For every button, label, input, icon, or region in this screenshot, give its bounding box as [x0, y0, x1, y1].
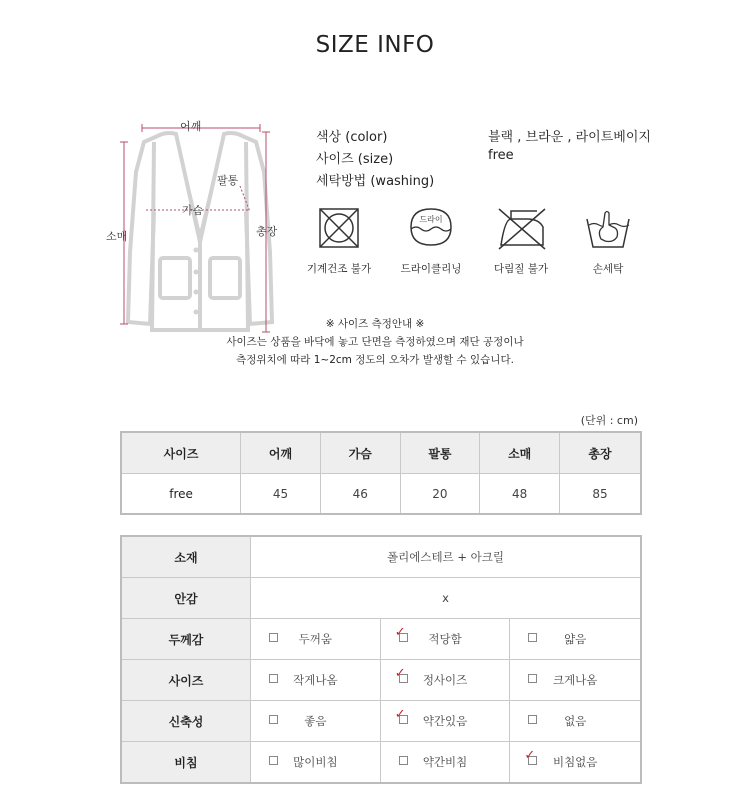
unit-label: (단위 : cm): [580, 414, 638, 427]
header-arm: 팔통: [400, 432, 480, 474]
option-label: 적당함: [428, 632, 462, 646]
care-no-tumble-dry: [299, 205, 379, 276]
option-label: 작게나옴: [293, 673, 338, 687]
checkbox-icon: [528, 674, 537, 683]
material-label: 소재: [121, 536, 251, 578]
option-cell: [251, 619, 380, 659]
checkbox-icon: [269, 715, 278, 724]
attribute-option: [510, 701, 641, 742]
attribute-option: [380, 701, 510, 742]
care-no-iron: [481, 205, 561, 276]
option-cell: [251, 660, 380, 700]
checkbox-icon: [269, 633, 278, 642]
dry-clean-icon: [406, 205, 456, 251]
size-table: [120, 431, 642, 515]
cell-length: 85: [560, 474, 641, 515]
attribute-row-stretch: [121, 701, 641, 742]
option-cell: [510, 742, 640, 782]
hand-wash-icon: [583, 205, 633, 251]
option-label: 비침없음: [552, 755, 598, 769]
attribute-row-fit: [121, 660, 641, 701]
attribute-rows: [121, 619, 641, 784]
size-value: free: [488, 148, 514, 163]
attribute-label: 두께감: [121, 619, 251, 660]
checkbox-icon: [399, 756, 408, 765]
washing-label: 세탁방법 (washing): [316, 174, 435, 189]
option-cell: [251, 701, 380, 741]
material-table: [120, 535, 642, 784]
care-label: 손세탁: [592, 263, 624, 275]
option-cell: [381, 701, 510, 741]
checkmark-icon: ✓: [394, 625, 406, 640]
option-cell: [510, 701, 640, 741]
color-row: [316, 126, 651, 145]
attribute-option: [510, 619, 641, 660]
care-label: 기계건조 불가: [306, 263, 372, 275]
attribute-label: 사이즈: [121, 660, 251, 701]
dry-clean-icon-text: 드라이: [419, 215, 443, 224]
material-row: [121, 536, 641, 578]
attribute-option: [251, 660, 381, 701]
attribute-label: 신축성: [121, 701, 251, 742]
attribute-option: [510, 742, 641, 784]
attribute-row-thickness: [121, 619, 641, 660]
cell-shoulder: 45: [241, 474, 321, 515]
attribute-label: 비침: [121, 742, 251, 784]
header-sleeve: 소매: [480, 432, 560, 474]
checkmark-icon: ✓: [524, 748, 536, 763]
attribute-option: [510, 660, 641, 701]
color-label: 색상 (color): [316, 130, 388, 145]
option-label: 약간있음: [422, 714, 468, 728]
shoulder-label: 어깨: [180, 120, 202, 133]
no-iron-icon: [493, 205, 549, 251]
length-label: 총장: [256, 225, 278, 238]
option-label: 많이비침: [293, 755, 338, 769]
attribute-option: [380, 619, 510, 660]
size-row: [316, 148, 514, 167]
option-label: 두꺼움: [298, 632, 332, 646]
care-dry-clean: [391, 205, 471, 276]
checkbox-icon: [528, 633, 537, 642]
lining-row: [121, 578, 641, 619]
chest-label: 가슴: [182, 204, 204, 217]
checkmark-icon: ✓: [394, 666, 406, 681]
color-value: 블랙 , 브라운 , 라이트베이지: [488, 130, 651, 145]
option-cell: [510, 660, 640, 700]
checkbox-icon: [269, 674, 278, 683]
material-value: 폴리에스테르 + 아크릴: [251, 536, 642, 578]
arm-label: 팔통: [217, 174, 239, 187]
care-label: 다림질 불가: [493, 263, 549, 275]
attribute-option: [380, 742, 510, 784]
notice-title: ※ 사이즈 측정안내 ※: [325, 318, 425, 330]
cell-arm: 20: [400, 474, 480, 515]
option-label: 정사이즈: [422, 673, 468, 687]
cell-chest: 46: [320, 474, 400, 515]
attribute-row-sheerness: [121, 742, 641, 784]
cell-sleeve: 48: [480, 474, 560, 515]
option-cell: [251, 742, 380, 782]
lining-value: x: [251, 578, 642, 619]
washing-row: [316, 170, 434, 189]
notice-line-2: 측정위치에 따라 1~2cm 정도의 오차가 발생할 수 있습니다.: [236, 354, 514, 366]
size-table-header: [121, 432, 641, 474]
attribute-option: [251, 701, 381, 742]
lining-label: 안감: [121, 578, 251, 619]
cell-size: free: [121, 474, 241, 515]
sleeve-label: 소매: [106, 230, 128, 243]
option-cell: [381, 619, 510, 659]
header-chest: 가슴: [320, 432, 400, 474]
no-tumble-dry-icon: [316, 205, 362, 251]
notice-line-1: 사이즈는 상품을 바닥에 놓고 단면을 측정하였으며 재단 공정이나: [226, 336, 524, 348]
attribute-option: [251, 619, 381, 660]
checkbox-icon: [269, 756, 278, 765]
header-shoulder: 어깨: [241, 432, 321, 474]
header-size: 사이즈: [121, 432, 241, 474]
attribute-option: [380, 660, 510, 701]
option-label: 얇음: [564, 632, 587, 646]
option-label: 크게나옴: [552, 673, 598, 687]
option-label: 좋음: [304, 714, 327, 728]
table-row: [121, 474, 641, 515]
header-length: 총장: [560, 432, 641, 474]
cardigan-illustration: [100, 112, 300, 342]
checkmark-icon: ✓: [394, 707, 406, 722]
size-label: 사이즈 (size): [316, 152, 394, 167]
option-label: 약간비침: [422, 755, 468, 769]
option-label: 없음: [564, 714, 587, 728]
option-cell: [510, 619, 640, 659]
option-cell: [381, 660, 510, 700]
attribute-option: [251, 742, 381, 784]
checkbox-icon: [528, 715, 537, 724]
care-hand-wash: [568, 205, 648, 276]
option-cell: [381, 742, 510, 782]
page-title: SIZE INFO: [315, 32, 435, 58]
care-label: 드라이클리닝: [400, 263, 462, 275]
